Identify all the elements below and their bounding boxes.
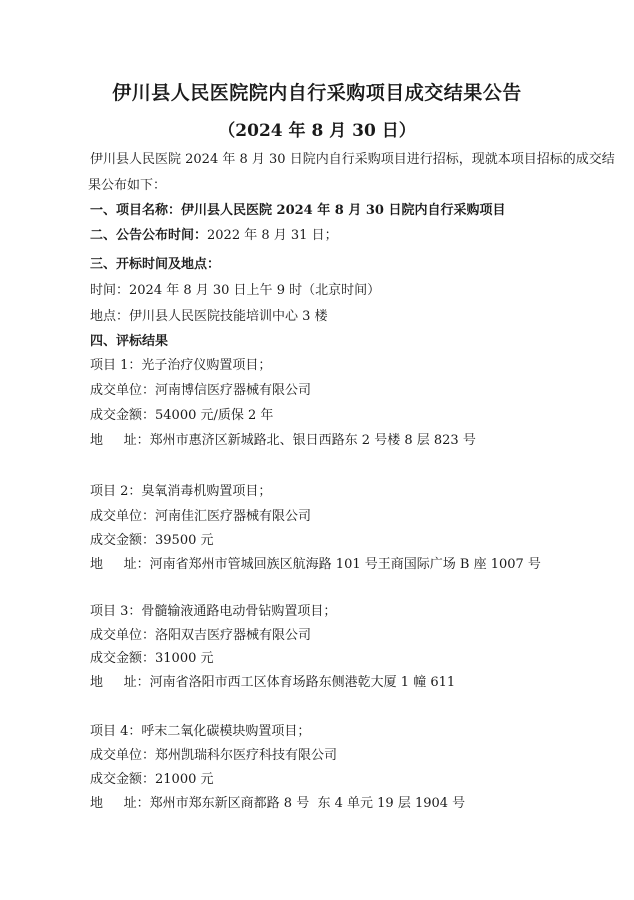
page-title: 伊川县人民医院院内自行采购项目成交结果公告: [112, 82, 522, 104]
section-2-value: 2022 年 8 月 31 日；: [207, 228, 338, 243]
project-4-amount: 成交金额：21000 元: [90, 772, 214, 787]
section-3-label: 三、开标时间及地点：: [90, 257, 221, 272]
intro-line-2: 果公布如下：: [88, 178, 167, 193]
project-4-address-value: 郑州市郑东新区商都路 8 号 东 4 单元 19 层 1904 号: [149, 796, 466, 811]
project-1-address: [90, 433, 476, 449]
announcement-date: （2024 年 8 月 30 日）: [218, 121, 416, 141]
project-4-address: [90, 796, 465, 812]
project-2-address-label: 地 址：: [90, 557, 150, 572]
section-4-label: 四、评标结果: [90, 334, 169, 349]
project-3-unit: 成交单位：洛阳双吉医疗器械有限公司: [90, 628, 312, 643]
project-1-address-label: 地 址：: [90, 433, 150, 448]
project-4-unit: 成交单位：郑州凯瑞科尔医疗科技有限公司: [90, 748, 338, 763]
project-2-address-value: 河南省郑州市管城回族区航海路 101 号王商国际广场 B 座 1007 号: [149, 557, 541, 572]
section-2-label: 二、公告公布时间：: [90, 228, 208, 243]
project-2-name: 项目 2：臭氧消毒机购置项目；: [90, 484, 272, 499]
project-2-address: [90, 557, 541, 573]
project-1-amount: 成交金额：54000 元/质保 2 年: [90, 408, 274, 423]
section-1-label: 一、项目名称：: [90, 203, 182, 218]
section-project-name: [90, 203, 506, 219]
project-1-name: 项目 1：光子治疗仪购置项目；: [90, 358, 272, 373]
project-1-address-value: 郑州市惠济区新城路北、银日西路东 2 号楼 8 层 823 号: [149, 433, 476, 448]
section-1-value: 伊川县人民医院 2024 年 8 月 30 日院内自行采购项目: [181, 203, 506, 218]
project-2-unit: 成交单位：河南佳汇医疗器械有限公司: [90, 509, 312, 524]
bid-place: 地点：伊川县人民医院技能培训中心 3 楼: [90, 309, 328, 324]
bid-time: 时间：2024 年 8 月 30 日上午 9 时（北京时间）: [90, 283, 381, 298]
section-publish-time: [90, 228, 338, 244]
project-3-amount: 成交金额：31000 元: [90, 651, 214, 666]
project-1-unit: 成交单位：河南博信医疗器械有限公司: [90, 383, 312, 398]
project-3-address-value: 河南省洛阳市西工区体育场路东侧港乾大厦 1 幢 611: [149, 675, 456, 690]
project-3-name: 项目 3：骨髓输液通路电动骨钻购置项目；: [90, 604, 337, 619]
project-3-address: [90, 675, 455, 691]
intro-line-1: 伊川县人民医院 2024 年 8 月 30 日院内自行采购项目进行招标，现就本项目招标的成交结: [90, 152, 615, 167]
project-2-amount: 成交金额：39500 元: [90, 533, 214, 548]
project-4-name: 项目 4：呼末二氧化碳模块购置项目；: [90, 724, 311, 739]
project-3-address-label: 地 址：: [90, 675, 150, 690]
project-4-address-label: 地 址：: [90, 796, 150, 811]
